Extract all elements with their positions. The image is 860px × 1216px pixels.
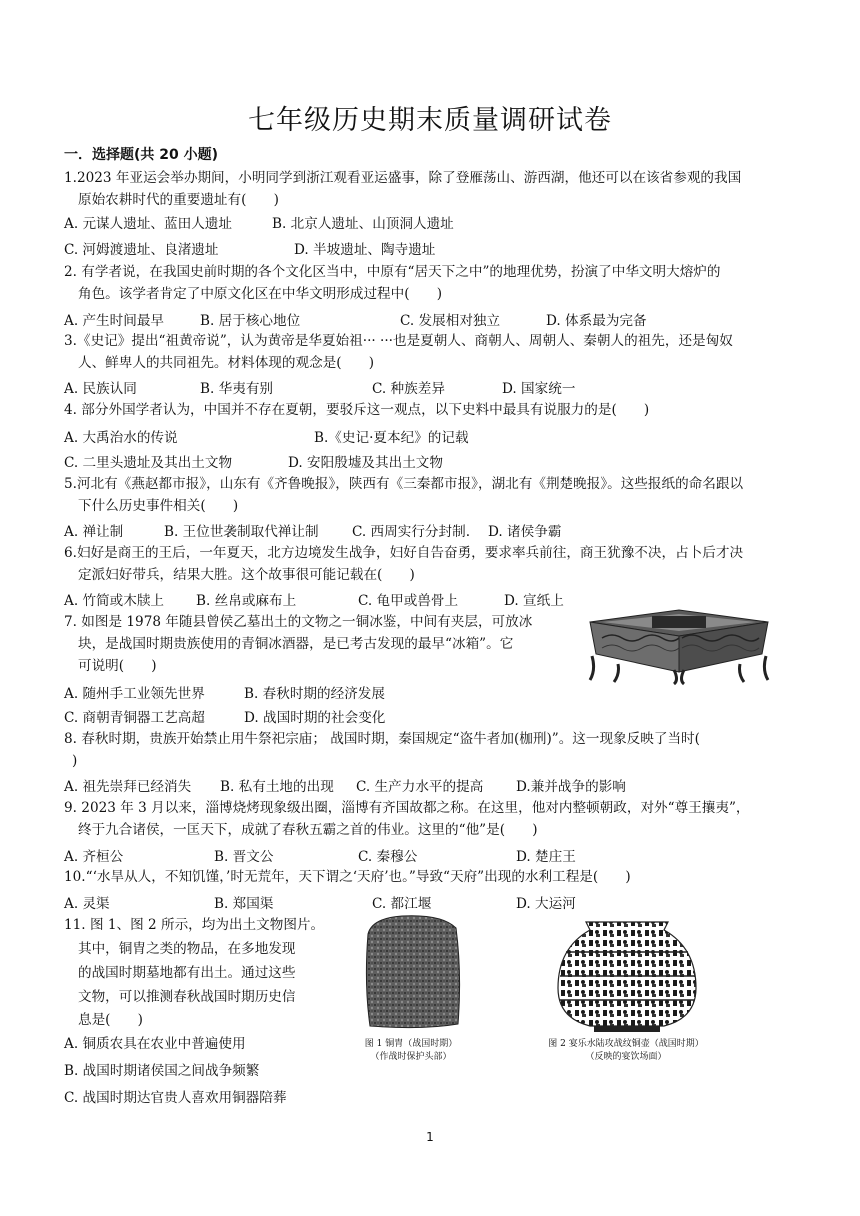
question-8-line-2: ): [72, 753, 78, 769]
question-2-line-1: 2. 有学者说，在我国史前时期的各个文化区当中，中原有“居天下之中”的地理优势，扮演了中华文明大熔炉的: [64, 264, 721, 280]
question-7-line-1: 7. 如图是 1978 年随县曾侯乙墓出土的文物之一铜冰鉴，中间有夹层，可放冰: [64, 614, 533, 630]
question-7-line-2: 块，是战国时期贵族使用的青铜冰酒器，是已考古发现的最早“冰箱”。它: [78, 636, 514, 652]
question-5-line-2: 下什么历史事件相关( ): [78, 498, 239, 514]
question-2-option-a: A. 产生时间最早: [64, 313, 165, 329]
question-10-option-b: B. 郑国渠: [214, 896, 274, 912]
question-7-option-a: A. 随州手工业领先世界: [64, 686, 205, 702]
question-5-option-a: A. 禅让制: [64, 524, 124, 540]
question-3-option-b: B. 华夷有别: [200, 381, 274, 397]
question-6-option-a: A. 竹简或木牍上: [64, 593, 165, 609]
question-4-option-a: A. 大禹治水的传说: [64, 430, 178, 446]
question-11-option-a: A. 铜质农具在农业中普遍使用: [64, 1036, 246, 1052]
question-8-option-a: A. 祖先崇拜已经消失: [64, 779, 192, 795]
question-8-option-b: B. 私有土地的出现: [220, 779, 334, 795]
question-5-option-d: D. 诸侯争霸: [488, 524, 562, 540]
question-11-line-1: 11. 图 1、图 2 所示，均为出土文物图片。: [64, 917, 325, 933]
question-6-line-1: 6.妇好是商王的王后，一年夏天，北方边境发生战争，妇好自告奋勇，要求率兵前往，商王犹豫不决，占卜后才决: [64, 545, 744, 561]
question-1-option-b: B. 北京人遗址、山顶洞人遗址: [272, 216, 454, 232]
question-5-option-b: B. 王位世袭制取代禅让制: [164, 524, 319, 540]
bronze-helmet-image: [362, 914, 464, 1032]
page-title: 七年级历史期末质量调研试卷: [248, 105, 612, 136]
question-6-option-b: B. 丝帛或麻布上: [196, 593, 297, 609]
question-4-option-d: D. 安阳殷墟及其出土文物: [288, 455, 443, 471]
section-heading: 一．选择题(共 20 小题): [64, 147, 219, 163]
question-3-line-2: 人、鲜卑人的共同祖先。材料体现的观念是( ): [78, 355, 375, 371]
question-8-option-c: C. 生产力水平的提高: [356, 779, 484, 795]
page-number: 1: [426, 1130, 434, 1144]
question-8-option-d: D.兼并战争的影响: [516, 779, 626, 795]
question-6-option-d: D. 宣纸上: [504, 593, 564, 609]
question-1-option-a: A. 元谋人遗址、蓝田人遗址: [64, 216, 232, 232]
question-11-option-b: B. 战国时期诸侯国之间战争频繁: [64, 1063, 260, 1079]
question-2-option-d: D. 体系最为完备: [546, 313, 647, 329]
question-6-option-c: C. 龟甲或兽骨上: [358, 593, 459, 609]
question-2-option-b: B. 居于核心地位: [200, 313, 301, 329]
question-11-line-3: 的战国时期墓地都有出土。通过这些: [78, 965, 296, 981]
question-1-line-2: 原始农耕时代的重要遗址有( ): [78, 192, 279, 208]
question-7-option-b: B. 春秋时期的经济发展: [244, 686, 385, 702]
question-3-line-1: 3.《史记》提出“祖黄帝说”，认为黄帝是华夏始祖··· ···也是夏朝人、商朝人、周朝人、秦朝人的祖先，还是匈奴: [64, 333, 733, 349]
question-1-line-1: 1.2023 年亚运会举办期间，小明同学到浙江观看亚运盛事，除了登雁荡山、游西湖，他还可以在该省参观的我国: [64, 170, 742, 186]
question-5-option-c: C. 西周实行分封制.: [352, 524, 471, 540]
question-4-option-b: B.《史记·夏本纪》的记载: [314, 430, 469, 446]
question-1-option-c: C. 河姆渡遗址、良渚遗址: [64, 242, 219, 258]
question-10-option-a: A. 灵渠: [64, 896, 110, 912]
question-7-line-3: 可说明( ): [78, 658, 157, 674]
question-10-line-1: 10.“‘水旱从人，不知饥馑，’时无荒年，天下谓之‘天府’也。”导致“天府”出现的水利工程是( ): [64, 869, 631, 885]
question-3-option-c: C. 种族差异: [372, 381, 445, 397]
question-1-option-d: D. 半坡遗址、陶寺遗址: [294, 242, 436, 258]
question-9-option-c: C. 秦穆公: [358, 849, 418, 865]
question-8-line-1: 8. 春秋时期，贵族开始禁止用牛祭祀宗庙； 战国时期，秦国规定“盗牛者加(枷刑)”。这一现象反映了当时(: [64, 731, 700, 747]
question-9-line-1: 9. 2023 年 3 月以来，淄博烧烤现象级出圈，淄博有齐国故都之称。在这里，他对内整顿朝政，对外“尊王攘夷”，: [64, 800, 750, 816]
figure-1-subcaption: （作战时保护头部）: [370, 1052, 452, 1062]
question-9-option-b: B. 晋文公: [214, 849, 274, 865]
question-9-option-a: A. 齐桓公: [64, 849, 124, 865]
question-11-line-2: 其中，铜胄之类的物品，在多地发现: [78, 941, 296, 957]
question-5-line-1: 5.河北有《燕赵都市报》，山东有《齐鲁晚报》，陕西有《三秦都市报》，湖北有《荆楚晚报》。这些报纸的命名跟以: [64, 476, 744, 492]
question-11-line-5: 息是( ): [78, 1012, 143, 1028]
question-4-option-c: C. 二里头遗址及其出土文物: [64, 455, 233, 471]
question-10-option-d: D. 大运河: [516, 896, 576, 912]
question-2-option-c: C. 发展相对独立: [400, 313, 501, 329]
figure-1-caption: 图 1 铜胄（战国时期）: [364, 1039, 458, 1049]
question-4-line-1: 4. 部分外国学者认为，中国并不存在夏朝，要驳斥这一观点，以下史料中最具有说服力的是( ): [64, 402, 650, 418]
bronze-hu-vessel-image: [546, 918, 708, 1034]
question-3-option-d: D. 国家统一: [502, 381, 576, 397]
question-9-option-d: D. 楚庄王: [516, 849, 576, 865]
question-10-option-c: C. 都江堰: [372, 896, 432, 912]
question-2-line-2: 角色。该学者肯定了中原文化区在中华文明形成过程中( ): [78, 286, 443, 302]
question-6-line-2: 定派妇好带兵，结果大胜。这个故事很可能记载在( ): [78, 567, 415, 583]
question-7-option-d: D. 战国时期的社会变化: [244, 710, 386, 726]
figure-2-caption: 图 2 宴乐水陆攻战纹铜壶（战国时期）: [548, 1039, 704, 1049]
figure-2-subcaption: （反映的宴饮场面）: [585, 1052, 667, 1062]
question-9-line-2: 终于九合诸侯，一匡天下，成就了春秋五霸之首的伟业。这里的“他”是( ): [78, 822, 538, 838]
question-11-option-c: C. 战国时期达官贵人喜欢用铜器陪葬: [64, 1090, 287, 1106]
question-7-option-c: C. 商朝青铜器工艺高超: [64, 710, 205, 726]
bronze-ice-jian-image: [582, 604, 776, 686]
question-11-line-4: 文物，可以推测春秋战国时期历史信: [78, 989, 296, 1005]
question-3-option-a: A. 民族认同: [64, 381, 137, 397]
